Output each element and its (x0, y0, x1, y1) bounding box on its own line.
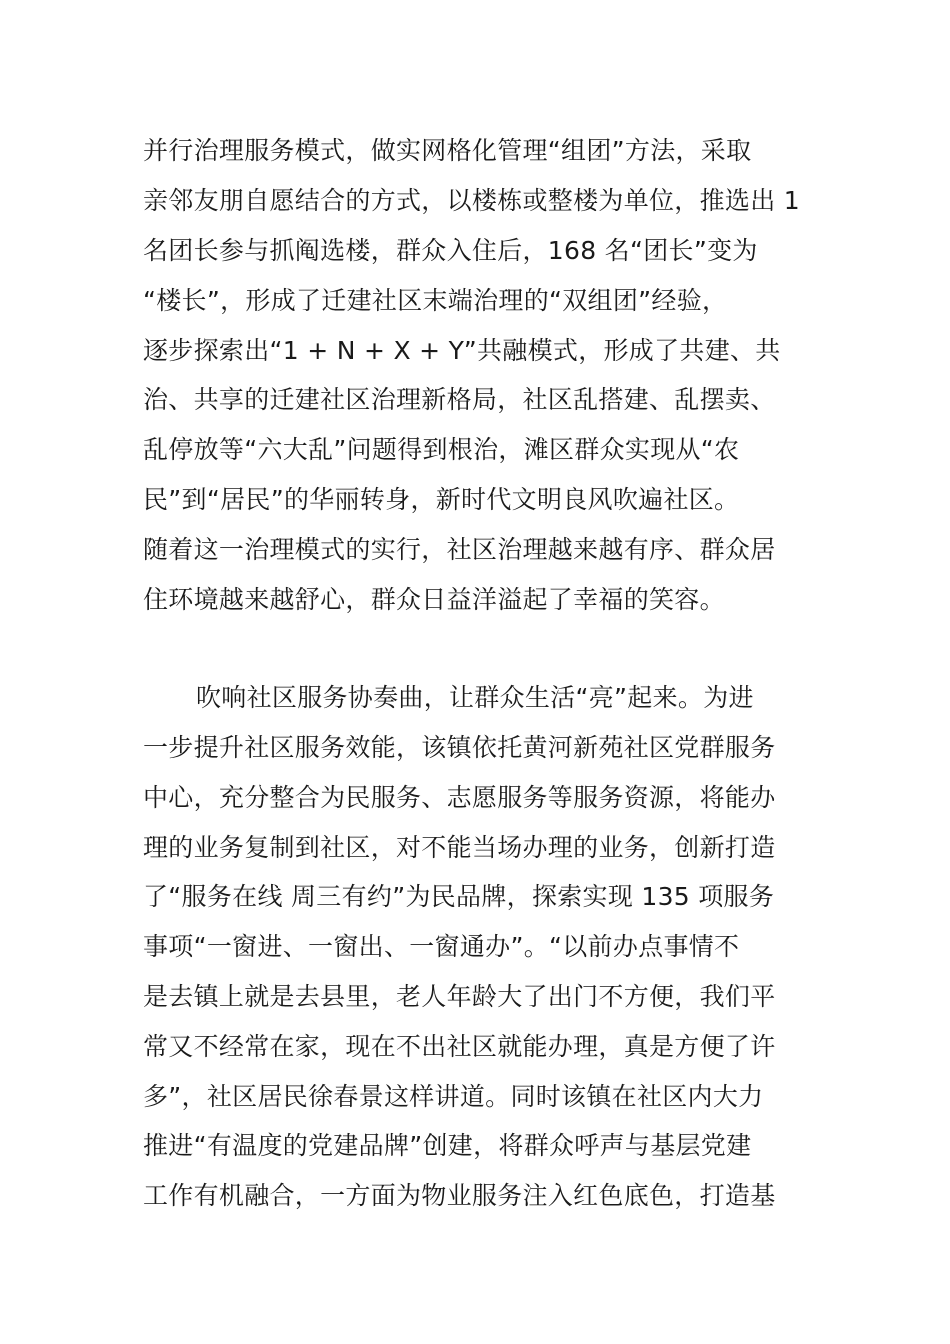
text-line: 并行治理服务模式，做实网格化管理“组团”方法，采取 (143, 136, 752, 165)
text-line: 是去镇上就是去县里，老人年龄大了出门不方便，我们平 (143, 982, 776, 1011)
text-line: 名团长参与抓阄选楼，群众入住后，168 名“团长”变为 (143, 236, 758, 265)
text-line: 中心，充分整合为民服务、志愿服务等服务资源，将能办 (143, 783, 776, 812)
text-line: 吹响社区服务协奏曲，让群众生活“亮”起来。为进 (196, 683, 754, 712)
text-line: 住环境越来越舒心，群众日益洋溢起了幸福的笑容。 (143, 585, 725, 614)
text-line: 常又不经常在家，现在不出社区就能办理，真是方便了许 (143, 1032, 776, 1061)
text-line: 乱停放等“六大乱”问题得到根治，滩区群众实现从“农 (143, 435, 740, 464)
text-line: 了“服务在线 周三有约”为民品牌，探索实现 135 项服务 (143, 882, 775, 911)
text-line: 理的业务复制到社区，对不能当场办理的业务，创新打造 (143, 833, 776, 862)
text-line: 逐步探索出“1 + N + X + Y”共融模式，形成了共建、共 (143, 336, 781, 365)
text-line: 治、共享的迁建社区治理新格局，社区乱搭建、乱摆卖、 (143, 385, 776, 414)
text-line: 推进“有温度的党建品牌”创建，将群众呼声与基层党建 (143, 1131, 752, 1160)
text-line: 亲邻友朋自愿结合的方式，以楼栋或整楼为单位，推选出 1 (143, 186, 800, 215)
text-line: “楼长”，形成了迁建社区末端治理的“双组团”经验， (143, 286, 728, 315)
text-line: 随着这一治理模式的实行，社区治理越来越有序、群众居 (143, 535, 776, 564)
text-line: 一步提升社区服务效能，该镇依托黄河新苑社区党群服务 (143, 733, 776, 762)
text-line: 事项“一窗进、一窗出、一窗通办”。“以前办点事情不 (143, 932, 740, 961)
text-line: 多”，社区居民徐春景这样讲道。同时该镇在社区内大力 (143, 1082, 764, 1111)
text-line: 民”到“居民”的华丽转身，新时代文明良风吹遍社区。 (143, 485, 740, 514)
text-line: 工作有机融合，一方面为物业服务注入红色底色，打造基 (143, 1181, 776, 1210)
